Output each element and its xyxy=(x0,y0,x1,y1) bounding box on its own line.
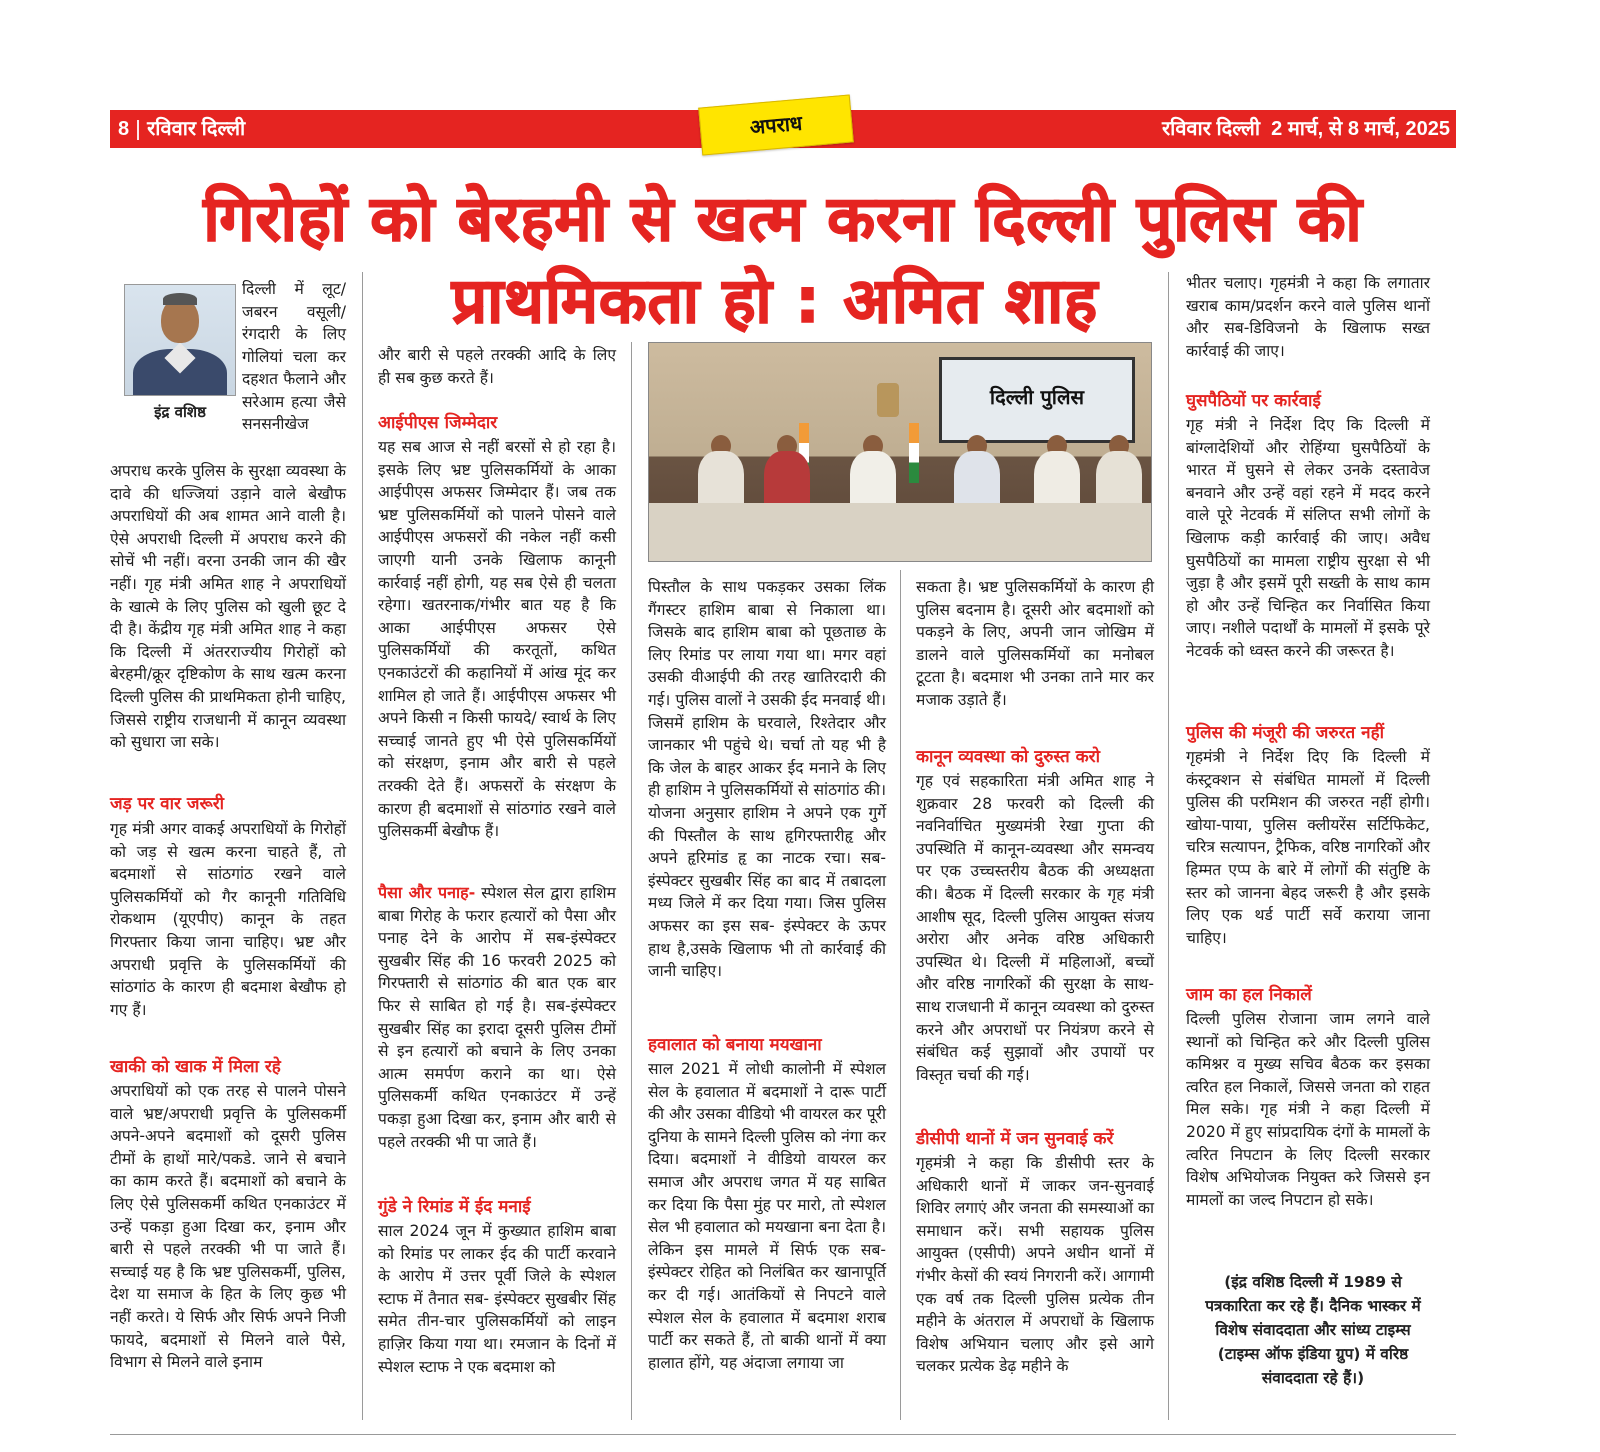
edition-name-left: रविवार दिल्ली xyxy=(147,118,246,140)
headline-line-2: प्राथमिकता हो : अमित शाह xyxy=(451,264,1099,337)
issue-date-range: 2 मार्च, से 8 मार्च, 2025 xyxy=(1271,118,1450,140)
article-paragraph: सकता है। भ्रष्ट पुलिसकर्मियों के कारण ही पुलिस बदनाम है। दूसरी ओर बदमाशों को पकड़ने के लिए, अपनी जान जोखिम में डालने वाले पुलिसकर्मियों का मनोबल टूटता है। बदमाश भी उनका ताने मार कर मजाक उड़ाते हैं। xyxy=(916,578,1154,709)
photo-screen-text: दिल्ली पुलिस xyxy=(939,357,1135,443)
subheading: गुंडे ने रिमांड में ईद मनाई xyxy=(378,1197,531,1217)
subheading: कानून व्यवस्था को दुरुस्त करो xyxy=(916,747,1101,767)
article-paragraph: और बारी से पहले तरक्की आदि के लिए ही सब कुछ करते हैं। xyxy=(378,346,616,387)
bottom-rule xyxy=(110,1434,1456,1435)
subheading: खाकी को खाक में मिला रहे xyxy=(110,1057,281,1077)
article-paragraph: साल 2024 जून में कुख्यात हाशिम बाबा को रिमांड पर लाकर ईद की पार्टी करवाने के आरोप में उत्तर पूर्वी जिले के स्पेशल स्टाफ में तैनात सब- इंस्पेक्टर सुखबीर सिंह समेत तीन-चार पुलिसकर्मियों को लाइन हाज़िर किया गया था। रमजान के दिनों में स्पेशल स्टाफ ने एक बदमाश को xyxy=(378,1222,616,1376)
author-bio: (इंद्र वशिष्ठ दिल्ली में 1989 से पत्रकारिता कर रहे हैं। दैनिक भास्कर में विशेष संवाददाता और सांध्य टाइम्स (टाइम्स ऑफ इंडिया ग्रुप) में वरिष्ठ संवाददाता रहे हैं।) xyxy=(1205,1273,1421,1387)
subheading: जाम का हल निकालें xyxy=(1186,985,1312,1005)
article-paragraph: दिल्ली पुलिस रोजाना जाम लगने वाले स्थानों को चिन्हित करे और दिल्ली पुलिस कमिश्नर व मुख्य सचिव बैठक कर इसका त्वरित हल निकालें, जिससे जनता को राहत मिल सके। गृह मंत्री ने कहा दिल्ली में 2020 में हुए सांप्रदायिक दंगों के मामलों के त्वरित निपटान के लिए दिल्ली सरकार विशेष अभियोजक नियुक्त करे जिससे इन मामलों का जल्द निपटान हो सके। xyxy=(1186,1010,1430,1209)
article-paragraph: भीतर चलाए। गृहमंत्री ने कहा कि लगातार खराब काम/प्रदर्शन करने वाले पुलिस थानों और सब-डिविजनो के खिलाफ सख्त कार्रवाई की जाए। xyxy=(1186,274,1430,360)
article-text: स्पेशल सेल द्वारा हाशिम बाबा गिरोह के फरार हत्यारों को पैसा और पनाह देने के आरोप में सब-इंस्पेक्टर सुखबीर सिंह की 16 फरवरी 2025 को गिरफ्तारी से सांठगांठ की बात एक बार फिर से साबित हो गई है। सब-इंस्पेक्टर सुखबीर सिंह का इरादा दूसरी पुलिस टीमों से इन हत्यारों को बचाने के लिए उनका आत्म समर्पण कराने का था। ऐसे पुलिसकर्मी कथित एनकाउंटर में उन्हें पकड़ा हुआ दिखा कर, इनाम और बारी से पहले तरक्की भी पा जाते हैं। xyxy=(378,884,616,1151)
article-paragraph: गृह मंत्री अगर वाकई अपराधियों के गिरोहों को जड़ से खत्म करना चाहते हैं, तो बदमाशों से सांठगांठ रखने वाले पुलिसकर्मियों को गैर कानूनी गतिविधि रोकथाम (यूएपीए) कानून के तहत गिरफ्तार किया जाना चाहिए। भ्रष्ट और अपराधी प्रवृत्ति के पुलिसकर्मियों की सांठगांठ के कारण ही बदमाश बेखौफ हो गए हैं। xyxy=(110,820,346,1019)
page-number: 8 xyxy=(118,118,130,140)
article-paragraph: यह सब आज से नहीं बरसों से हो रहा है। इसके लिए भ्रष्ट पुलिसकर्मियों के आका आईपीएस अफसर जिम्मेदार हैं। जब तक भ्रष्ट पुलिसकर्मियों को पालने पोसने वाले आईपीएस अफसरों की नकेल नहीं कसी जाएगी यानी उनके खिलाफ कानूनी कार्रवाई नहीं होगी, यह सब ऐसे ही चलता रहेगा। खतरनाक/गंभीर बात यह है कि आका आईपीएस अफसर ऐसे पुलिसकर्मियों की करतूतों, कथित एनकाउंटरों की कहानियों में आंख मूंद कर शामिल हो जाते हैं। आईपीएस अफसर भी अपने किसी न किसी फायदे/ स्वार्थ के लिए सच्चाई जानते हुए भी ऐसे पुलिसकर्मियों को संरक्षण, इनाम और बारी से पहले तरक्की देते हैं। अफसरों के संरक्षण के कारण ही बदमाशों से सांठगांठ रखने वाले पुलिसकर्मी बेखौफ हैं। xyxy=(378,438,616,841)
article-paragraph xyxy=(378,882,616,1153)
subheading: डीसीपी थानों में जन सुनवाई करें xyxy=(916,1129,1114,1149)
column-divider xyxy=(1168,272,1169,1420)
meeting-photo xyxy=(648,342,1152,562)
subheading: पुलिस की मंजूरी की जरुरत नहीं xyxy=(1186,723,1385,743)
column-divider xyxy=(631,342,632,1420)
inline-subheading: पैसा और पनाह- xyxy=(378,883,476,902)
header-left xyxy=(118,112,245,146)
article-paragraph: गृहमंत्री ने कहा कि डीसीपी स्तर के अधिकारी थानों में जाकर जन-सुनवाई शिविर लगाएं और जनता की समस्याओं का समाधान करें। सभी सहायक पुलिस आयुक्त (एसीपी) अपने अधीन थानों में गंभीर केसों की स्वयं निगरानी करें। आगामी एक वर्ष तक दिल्ली पुलिस प्रत्येक तीन महीने के अंतराल में अपराधों के खिलाफ विशेष अभियान चलाए और इसे आगे चलकर प्रत्येक डेढ़ महीने के xyxy=(916,1154,1154,1376)
article-paragraph: गृह मंत्री ने निर्देश दिए कि दिल्ली में बांग्लादेशियों और रोहिंग्या घुसपैठियों के भारत में घुसने से लेकर उनके दस्तावेज बनवाने और उन्हें वहां रहने में मदद करने वाले पूरे नेटवर्क में संलिप्त सभी लोगों के खिलाफ कड़ी कार्रवाई की जाए। अवैध घुसपैठियों का मामला राष्ट्रीय सुरक्षा से भी जुड़ा है और इसमें पूरी सख्ती के साथ काम हो और उन्हें चिन्हित कर निर्वासित किया जाए। नशीले पदार्थों के मामलों में इसके पूरे नेटवर्क को ध्वस्त करने की जरूरत है। xyxy=(1186,416,1430,660)
article-paragraph: पिस्तौल के साथ पकड़कर उसका लिंक गैंगस्टर हाशिम बाबा से निकाला था। जिसके बाद हाशिम बाबा को पूछताछ के लिए रिमांड पर लाया गया था। मगर वहां उसकी वीआईपी की तरह खातिरदारी की गई। पुलिस वालों ने उसकी ईद मनवाई थी। जिसमें हाशिम के घरवाले, रिश्तेदार और जानकार भी पहुंचे थे। चर्चा तो यह भी है कि जेल के बाहर आकर ईद मनाने के लिए ही हाशिम ने पुलिसकर्मियों से सांठगांठ की। योजना अनुसार हाशिम ने अपने एक गुर्गे की पिस्तौल के साथ हृगिरफ्तारीहृ और अपने हृरिमांड हृ का नाटक रचा। सब- इंस्पेक्टर सुखबीर सिंह का बाद में तबादला मध्य जिले में कर दिया गया। जिस पुलिस अफसर का इस सब- इंस्पेक्टर के ऊपर हाथ है,उसके खिलाफ भी तो कार्रवाई की जानी चाहिए। xyxy=(648,578,886,981)
article-paragraph: गृह एवं सहकारिता मंत्री अमित शाह ने शुक्रवार 28 फरवरी को दिल्ली की नवनिर्वाचित मुख्यमंत्री रेखा गुप्ता की उपस्थिति में कानून-व्यवस्था और समन्वय पर एक उच्चस्तरीय बैठक की अध्यक्षता की। बैठक में दिल्ली सरकार के गृह मंत्री आशीष सूद, दिल्ली पुलिस आयुक्त संजय अरोरा और अनेक वरिष्ठ अधिकारी उपस्थित थे। दिल्ली में महिलाओं, बच्चों और वरिष्ठ नागरिकों की सुरक्षा के साथ-साथ राजधानी में कानून व्यवस्था को दुरुस्त करने और अपराधों पर नियंत्रण करने से संबंधित कई सुझावों और उपायों पर विस्तृत चर्चा की गई। xyxy=(916,772,1154,1084)
subheading: आईपीएस जिम्मेदार xyxy=(378,413,498,433)
author-name: इंद्र वशिष्ठ xyxy=(154,403,206,421)
headline-line-1: गिरोहों को बेरहमी से खत्म करना दिल्ली पुलिस की xyxy=(203,182,1363,255)
header-right xyxy=(1162,112,1450,146)
edition-name-right: रविवार दिल्ली xyxy=(1161,118,1261,140)
column-divider xyxy=(362,272,363,1420)
article-paragraph: साल 2021 में लोधी कालोनी में स्पेशल सेल के हवालात में बदमाशों ने दारू पार्टी की और उसका वीडियो भी वायरल कर पूरी दुनिया के सामने दिल्ली पुलिस को नंगा कर दिया। बदमाशों ने वीडियो वायरल कर समाज और अपराध जगत में यह साबित कर दिया कि पैसा मुंह पर मारो, तो स्पेशल सेल भी हवालात को मयखाना बना देता है। लेकिन इस मामले में सिर्फ एक सब-इंस्पेक्टर रोहित को निलंबित कर खानापूर्ति कर दी गई। आतंकियों से निपटने वाले स्पेशल सेल के हवालात में बदमाश शराब पार्टी कर सकते हैं, तो बाकी थानों में क्या हालात होंगे, यह अंदाजा लगाया जा xyxy=(648,1060,886,1372)
meeting-table xyxy=(649,503,1151,561)
article-paragraph: अपराध करके पुलिस के सुरक्षा व्यवस्था के दावे की धज्जियां उड़ाने वाले बेखौफ अपराधियों की अब शामत आने वाली है। ऐसे अपराधी दिल्ली में अपराध करने की सोचें भी नहीं। वरना उनकी जान की खैर नहीं। गृह मंत्री अमित शाह ने अपराधियों के खात्मे के लिए पुलिस को खुली छूट दे दी है। केंद्रीय गृह मंत्री अमित शाह ने कहा कि दिल्ली में अंतरराज्यीय गिरोहों को बेरहमी/क्रूर दृष्टिकोण के साथ खत्म करना दिल्ली पुलिस की प्राथमिकता होनी चाहिए, जिससे राष्ट्रीय राजधानी में कानून व्यवस्था को सुधारा जा सके। xyxy=(110,462,346,752)
author-photo xyxy=(124,284,236,396)
lead-paragraph: दिल्ली में लूट/ जबरन वसूली/ रंगदारी के लिए गोलियां चला कर दहशत फैलाने और सरेआम हत्या जैसे सनसनीखेज xyxy=(242,280,346,433)
article-paragraph: गृहमंत्री ने निर्देश दिए कि दिल्ली में कंस्ट्रक्शन से संबंधित मामलों में दिल्ली पुलिस की परमिशन की जरुरत नहीं होगी। खोया-पाया, पुलिस क्लीयरेंस सर्टिफिकेट, चरित्र सत्यापन, ट्रैफिक, वरिष्ठ नागरिकों और हिम्मत एप्प के बारे में लोगों की संतुष्टि के स्तर को जानना बेहद जरूरी है और इसके लिए एक थर्ड पार्टी सर्वे कराया जाना चाहिए। xyxy=(1186,748,1430,947)
emblem-icon xyxy=(877,383,899,417)
subheading: हवालात को बनाया मयखाना xyxy=(648,1035,822,1055)
column-divider xyxy=(900,570,901,1420)
subheading: जड़ पर वार जरूरी xyxy=(110,794,225,814)
section-tag: अपराध xyxy=(698,94,854,155)
article-paragraph: अपराधियों को एक तरह से पालने पोसने वाले भ्रष्ट/अपराधी प्रवृत्ति के पुलिसकर्मी अपने-अपने बदमाशों को दूसरी पुलिस टीमों के हाथों मारे/पकडे. जाने से बचाने का काम करते हैं। बदमाशों को बचाने के लिए ऐसे पुलिसकर्मी कथित एनकाउंटर में उन्हें पकड़ा हुआ दिखा कर, इनाम और बारी से पहले तरक्की भी पा जाते हैं। सच्चाई यह है कि भ्रष्ट पुलिसकर्मी, पुलिस, देश या समाज के हित के लिए कुछ भी नहीं करते। ये सिर्फ और सिर्फ अपने निजी फायदे, बदमाशों से मिलने वाले पैसे, विभाग से मिलने वाले इनाम xyxy=(110,1082,346,1372)
header-separator xyxy=(137,120,139,140)
subheading: घुसपैठियों पर कार्रवाई xyxy=(1186,391,1321,411)
